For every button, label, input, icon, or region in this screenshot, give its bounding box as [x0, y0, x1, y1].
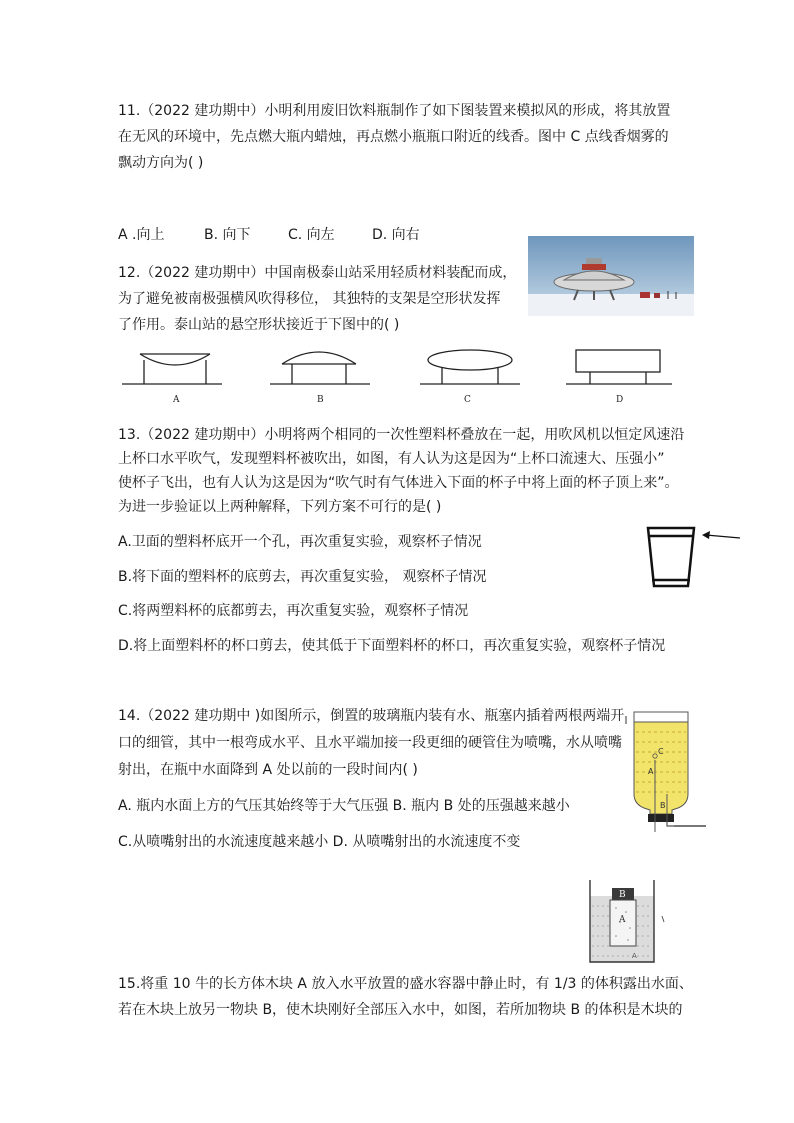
q11-line-1: 11.（2022 建功期中）小明利用废旧饮料瓶制作了如下图装置来模拟风的形成，将其放置: [118, 103, 671, 119]
inverted-bottle-figure: [622, 710, 712, 842]
shape-label-d: D: [616, 395, 624, 405]
q13-line-4: 为进一步验证以上两种解释，下列方案不可行的是( ): [118, 499, 442, 515]
q12-line-1: 12.（2022 建功期中）中国南极泰山站采用轻质材料装配而成，: [118, 265, 517, 281]
stacked-cups-figure: [644, 522, 744, 592]
q11-option-c: C. 向左: [288, 227, 335, 243]
q13-line-2: 上杯口水平吹气，发现塑料杯被吹出，如图，有人认为这是因为“上杯口流速大、压强小”: [118, 451, 665, 467]
shape-label-c: C: [464, 395, 471, 405]
bottle-label-b: B: [660, 801, 666, 810]
q11-options: [118, 226, 420, 244]
shape-label-a: A: [173, 395, 180, 405]
q11-line-2: 在无风的环境中，先点燃大瓶内蜡烛，再点燃小瓶瓶口附近的线香。图中 C 点线香烟雾的: [118, 129, 669, 145]
q13-option-b: B.将下面的塑料杯的底剪去，再次重复实验， 观察杯子情况: [118, 569, 487, 585]
q15-line-2: 若在木块上放另一物块 B，使木块刚好全部压入水中，如图，若所加物块 B 的体积是木块的: [118, 1002, 683, 1018]
q12-shapes-figure: [120, 346, 680, 408]
water-label-a: A: [632, 952, 637, 960]
q11-option-a: A .向上: [118, 227, 165, 243]
bottle-label-c: C: [658, 747, 664, 756]
shape-label-b: B: [317, 395, 324, 405]
q11-option-d: D. 向右: [372, 227, 420, 243]
q13-option-a: A.卫面的塑料杯底开一个孔，再次重复实验，观察杯子情况: [118, 534, 482, 550]
q13-line-1: 13.（2022 建功期中）小明将两个相同的一次性塑料杯叠放在一起，用吹风机以恒定风速沿: [118, 427, 685, 443]
bottle-label-a: A: [648, 767, 654, 776]
q15-line-1: 15.将重 10 牛的长方体木块 A 放入水平放置的盛水容器中静止时，有 1/3 的体积露出水面、: [118, 976, 693, 992]
q13-line-3: 使杯子飞出，也有人认为这是因为“吹气时有气体进入下面的杯子中将上面的杯子顶上来”。: [118, 475, 679, 491]
q14-line-2: 口的细管，其中一根弯成水平、且水平端加接一段更细的硬管住为喷嘴，水从喷嘴: [118, 735, 622, 751]
q14-option-a-b: A. 瓶内水面上方的气压其始终等于大气压强 B. 瓶内 B 处的压强越来越小: [118, 798, 570, 814]
block-label-a: A: [619, 915, 626, 925]
q11-option-b: B. 向下: [204, 227, 251, 243]
q12-line-3: 了作用。泰山站的悬空形状接近于下图中的( ): [118, 317, 400, 333]
q14-line-1: 14.（2022 建功期中 )如图所示，倒置的玻璃瓶内装有水、瓶塞内插着两根两端开: [118, 708, 625, 724]
q14-line-3: 射出，在瓶中水面降到 A 处以前的一段时间内( ): [118, 762, 418, 778]
q12-line-2: 为了避免被南极强横风吹得移位， 其独特的支架是空形状发挥: [118, 291, 501, 307]
q13-option-d: D.将上面塑料杯的杯口剪去，使其低于下面塑料杯的杯口，再次重复实验，观察杯子情况: [118, 638, 666, 654]
floating-block-figure: [586, 876, 670, 966]
block-label-b: B: [619, 890, 626, 900]
q13-option-c: C.将两塑料杯的底都剪去，再次重复实验，观察杯子情况: [118, 603, 469, 619]
q11-line-3: 飘动方向为( ): [118, 155, 204, 171]
q14-option-c-d: C.从喷嘴射出的水流速度越来越小 D. 从喷嘴射出的水流速度不变: [118, 834, 521, 850]
taishan-station-photo: [528, 236, 694, 316]
